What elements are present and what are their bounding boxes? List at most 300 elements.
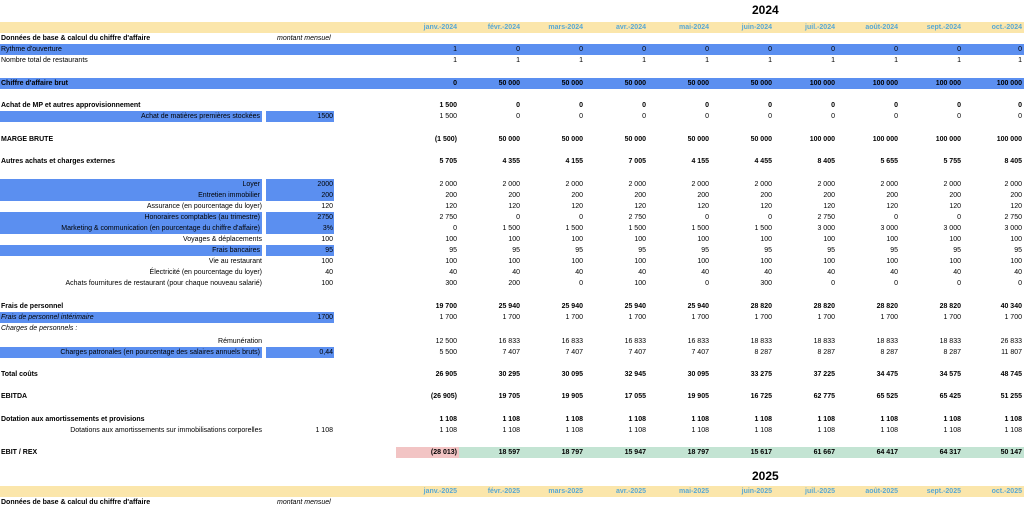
parameter-value[interactable]: 2000 [317, 181, 333, 188]
value-cell[interactable]: 100 [1010, 258, 1022, 265]
value-cell[interactable]: 40 [638, 269, 646, 276]
value-cell[interactable]: 25 940 [561, 303, 583, 310]
value-cell[interactable]: 0 [894, 113, 898, 120]
parameter-value[interactable]: 2750 [317, 214, 333, 221]
value-cell[interactable]: 50 000 [624, 80, 646, 87]
value-cell[interactable]: 300 [445, 280, 457, 287]
value-cell[interactable]: 0 [516, 214, 520, 221]
value-cell[interactable]: 5 705 [439, 158, 457, 165]
value-cell[interactable]: 17 055 [624, 393, 646, 400]
value-cell[interactable]: 18 833 [876, 338, 898, 345]
value-cell[interactable]: 1 108 [754, 427, 772, 434]
value-cell[interactable]: 0 [642, 113, 646, 120]
value-cell[interactable]: 3 000 [943, 225, 961, 232]
value-cell[interactable]: 2 000 [754, 181, 772, 188]
value-cell[interactable]: 100 [823, 258, 835, 265]
value-cell[interactable]: 100 [697, 258, 709, 265]
value-cell[interactable]: 120 [823, 203, 835, 210]
value-cell[interactable]: 1 [579, 57, 583, 64]
value-cell[interactable]: 95 [449, 247, 457, 254]
value-cell[interactable]: 95 [953, 247, 961, 254]
value-cell[interactable]: 0 [579, 214, 583, 221]
value-cell[interactable]: 1 [1018, 57, 1022, 64]
value-cell[interactable]: 0 [957, 102, 961, 109]
value-cell[interactable]: 200 [445, 192, 457, 199]
value-cell[interactable]: 16 725 [750, 393, 772, 400]
value-cell[interactable]: 2 000 [1004, 181, 1022, 188]
value-cell[interactable]: 200 [508, 192, 520, 199]
value-cell[interactable]: 0 [831, 280, 835, 287]
row-ebitda [0, 391, 1024, 402]
value-cell[interactable]: 100 [634, 280, 646, 287]
value-cell[interactable]: 100 [634, 258, 646, 265]
value-cell[interactable]: 0 [705, 102, 709, 109]
value-cell[interactable]: 0 [642, 102, 646, 109]
value-cell[interactable]: 1 108 [943, 416, 961, 423]
value-cell[interactable]: 1 [453, 46, 457, 53]
value-cell[interactable]: 2 000 [502, 181, 520, 188]
value-cell[interactable]: 15 617 [750, 449, 772, 456]
parameter-value[interactable]: 200 [321, 192, 333, 199]
value-cell[interactable]: 1 [957, 57, 961, 64]
value-cell[interactable]: 0 [1018, 113, 1022, 120]
value-cell[interactable]: 1 108 [502, 416, 520, 423]
value-cell[interactable]: 100 000 [996, 80, 1022, 87]
value-cell[interactable]: 65 425 [939, 393, 961, 400]
value-cell[interactable]: 1 108 [817, 416, 835, 423]
value-cell[interactable]: 1 108 [817, 427, 835, 434]
value-cell[interactable]: 1 108 [628, 416, 646, 423]
value-cell[interactable]: 30 295 [498, 371, 520, 378]
value-cell[interactable]: 0 [453, 225, 457, 232]
value-cell[interactable]: 100 [949, 258, 961, 265]
value-cell[interactable]: 0 [579, 280, 583, 287]
row-label: Données de base & calcul du chiffre d'affaire [1, 499, 151, 506]
value-cell[interactable]: 18 833 [939, 338, 961, 345]
row-note: montant mensuel [277, 499, 331, 506]
value-cell[interactable]: 28 820 [939, 303, 961, 310]
value-cell[interactable]: 2 000 [943, 181, 961, 188]
value-cell[interactable]: 0 [831, 46, 835, 53]
parameter-value[interactable]: 100 [321, 258, 333, 265]
value-cell[interactable]: 34 475 [876, 371, 898, 378]
value-cell[interactable]: 100 000 [809, 80, 835, 87]
value-cell[interactable]: 4 355 [502, 158, 520, 165]
row-ca-brut [0, 78, 1024, 89]
value-cell[interactable]: 0 [768, 46, 772, 53]
value-cell[interactable]: 1 108 [1004, 416, 1022, 423]
value-cell[interactable]: 1 500 [754, 225, 772, 232]
value-cell[interactable]: 8 287 [943, 349, 961, 356]
parameter-value[interactable]: 100 [321, 280, 333, 287]
value-cell[interactable]: 100 [760, 258, 772, 265]
value-cell[interactable]: 0 [705, 46, 709, 53]
row-label: Vie au restaurant [208, 258, 262, 265]
value-cell[interactable]: 40 [701, 269, 709, 276]
value-cell[interactable]: 1 108 [754, 416, 772, 423]
value-cell[interactable]: 0 [894, 102, 898, 109]
value-cell[interactable]: 1 [894, 57, 898, 64]
value-cell[interactable]: 62 775 [813, 393, 835, 400]
value-cell[interactable]: 200 [949, 192, 961, 199]
value-cell[interactable]: 1 108 [691, 427, 709, 434]
value-cell[interactable]: 100 000 [872, 80, 898, 87]
value-cell[interactable]: 2 000 [817, 181, 835, 188]
value-cell[interactable]: 18 597 [498, 449, 520, 456]
value-cell[interactable]: 0 [957, 214, 961, 221]
value-cell[interactable]: 100 [508, 258, 520, 265]
row-label: Charges patronales (en pourcentage des salaires annuels bruts) [60, 349, 260, 356]
value-cell[interactable]: 4 455 [754, 158, 772, 165]
value-cell[interactable]: 33 275 [750, 371, 772, 378]
value-cell[interactable]: 95 [575, 247, 583, 254]
value-cell[interactable]: 3 000 [1004, 225, 1022, 232]
value-cell[interactable]: 100 [508, 236, 520, 243]
row-entretien [0, 190, 1024, 201]
value-cell[interactable]: 18 797 [687, 449, 709, 456]
value-cell[interactable]: 0 [579, 102, 583, 109]
value-cell[interactable]: 100 000 [996, 136, 1022, 143]
value-cell[interactable]: 100 [571, 236, 583, 243]
value-cell[interactable]: 1 700 [1004, 314, 1022, 321]
value-cell[interactable]: 40 [890, 269, 898, 276]
value-cell[interactable]: 0 [642, 46, 646, 53]
value-cell[interactable]: 0 [579, 113, 583, 120]
value-cell[interactable]: 1 700 [691, 314, 709, 321]
value-cell[interactable]: 0 [516, 113, 520, 120]
value-cell[interactable]: 120 [886, 203, 898, 210]
value-cell[interactable]: 0 [894, 280, 898, 287]
value-cell[interactable]: 18 833 [813, 338, 835, 345]
value-cell[interactable]: 8 287 [817, 349, 835, 356]
value-cell[interactable]: 1 [705, 57, 709, 64]
value-cell[interactable]: 100 [760, 236, 772, 243]
parameter-value[interactable]: 40 [325, 269, 333, 276]
value-cell[interactable]: 120 [1010, 203, 1022, 210]
value-cell[interactable]: 100 [949, 236, 961, 243]
value-cell[interactable]: 1 [453, 57, 457, 64]
value-cell[interactable]: 100 [886, 236, 898, 243]
value-cell[interactable]: 2 750 [817, 214, 835, 221]
parameter-value[interactable]: 95 [325, 247, 333, 254]
value-cell[interactable]: 12 500 [435, 338, 457, 345]
value-cell[interactable]: 1 500 [439, 102, 457, 109]
value-cell[interactable]: 100 [1010, 236, 1022, 243]
row-label: EBITDA [1, 393, 28, 400]
value-cell[interactable]: 0 [768, 102, 772, 109]
value-cell[interactable]: 200 [823, 192, 835, 199]
value-cell[interactable]: 1 700 [565, 314, 583, 321]
value-cell[interactable]: 37 225 [813, 371, 835, 378]
value-cell[interactable]: 120 [634, 203, 646, 210]
value-cell[interactable]: 50 000 [687, 80, 709, 87]
value-cell[interactable]: 5 755 [943, 158, 961, 165]
value-cell[interactable]: 120 [949, 203, 961, 210]
value-cell[interactable]: 2 000 [439, 181, 457, 188]
value-cell[interactable]: 200 [571, 192, 583, 199]
value-cell[interactable]: 50 147 [1000, 449, 1022, 456]
value-cell[interactable]: 7 407 [628, 349, 646, 356]
value-cell[interactable]: (26 905) [430, 393, 457, 400]
value-cell[interactable]: 100 000 [809, 136, 835, 143]
value-cell[interactable]: 1 108 [880, 427, 898, 434]
value-cell[interactable]: 100 [445, 236, 457, 243]
value-cell[interactable]: 15 947 [624, 449, 646, 456]
value-cell[interactable]: 8 287 [754, 349, 772, 356]
value-cell[interactable]: 1 [831, 57, 835, 64]
value-cell[interactable]: 40 [512, 269, 520, 276]
value-cell[interactable]: 200 [1010, 192, 1022, 199]
value-cell[interactable]: 1 108 [1004, 427, 1022, 434]
row-label: Voyages & déplacements [183, 236, 262, 243]
value-cell[interactable]: 28 820 [750, 303, 772, 310]
value-cell[interactable]: 0 [768, 113, 772, 120]
value-cell[interactable]: 1 700 [439, 314, 457, 321]
value-cell[interactable]: 0 [894, 46, 898, 53]
value-cell[interactable]: 1 500 [628, 225, 646, 232]
value-cell[interactable]: 0 [1018, 102, 1022, 109]
value-cell[interactable]: 0 [453, 80, 457, 87]
value-cell[interactable]: 1 500 [565, 225, 583, 232]
value-cell[interactable]: 32 945 [624, 371, 646, 378]
value-cell[interactable]: 25 940 [624, 303, 646, 310]
value-cell[interactable]: 1 [516, 57, 520, 64]
parameter-value[interactable]: 1700 [317, 314, 333, 321]
value-cell[interactable]: 30 095 [687, 371, 709, 378]
value-cell[interactable]: 100 [445, 258, 457, 265]
value-cell[interactable]: 100 000 [935, 80, 961, 87]
value-cell[interactable]: 1 [768, 57, 772, 64]
value-cell[interactable]: 7 407 [691, 349, 709, 356]
value-cell[interactable]: 16 833 [561, 338, 583, 345]
value-cell[interactable]: 0 [768, 214, 772, 221]
value-cell[interactable]: 95 [701, 247, 709, 254]
row-frais-bancaires [0, 245, 1024, 256]
value-cell[interactable]: 200 [697, 192, 709, 199]
value-cell[interactable]: 50 000 [561, 136, 583, 143]
value-cell[interactable]: 1 108 [565, 416, 583, 423]
value-cell[interactable]: 2 000 [628, 181, 646, 188]
parameter-value[interactable]: 120 [321, 203, 333, 210]
value-cell[interactable]: 7 005 [628, 158, 646, 165]
value-cell[interactable]: 40 [953, 269, 961, 276]
value-cell[interactable]: 1 700 [628, 314, 646, 321]
parameter-value[interactable]: 1500 [317, 113, 333, 120]
value-cell[interactable]: 1 108 [502, 427, 520, 434]
row-label: Marketing & communication (en pourcentage du chiffre d'affaire) [61, 225, 260, 232]
row-label: Électricité (en pourcentage du loyer) [149, 269, 262, 276]
value-cell[interactable]: 16 833 [624, 338, 646, 345]
value-cell[interactable]: 0 [705, 214, 709, 221]
value-cell[interactable]: 120 [445, 203, 457, 210]
value-cell[interactable]: 48 745 [1000, 371, 1022, 378]
value-cell[interactable]: 120 [697, 203, 709, 210]
value-cell[interactable]: 50 000 [561, 80, 583, 87]
value-cell[interactable]: 0 [831, 102, 835, 109]
value-cell[interactable]: 200 [760, 192, 772, 199]
parameter-value[interactable]: 1 108 [315, 427, 333, 434]
value-cell[interactable]: 50 000 [750, 136, 772, 143]
value-cell[interactable]: 4 155 [565, 158, 583, 165]
value-cell[interactable]: 1 700 [817, 314, 835, 321]
value-cell[interactable]: (1 500) [434, 136, 457, 143]
value-cell[interactable]: 1 108 [565, 427, 583, 434]
value-cell[interactable]: 3 000 [817, 225, 835, 232]
value-cell[interactable]: 26 833 [1000, 338, 1022, 345]
value-cell[interactable]: 200 [886, 192, 898, 199]
value-cell[interactable]: 0 [1018, 280, 1022, 287]
value-cell[interactable]: 5 500 [439, 349, 457, 356]
value-cell[interactable]: 61 667 [813, 449, 835, 456]
value-cell[interactable]: 100 000 [935, 136, 961, 143]
value-cell[interactable]: 26 905 [435, 371, 457, 378]
value-cell[interactable]: 40 [575, 269, 583, 276]
value-cell[interactable]: 2 750 [1004, 214, 1022, 221]
value-cell[interactable]: 50 000 [687, 136, 709, 143]
value-cell[interactable]: 95 [1014, 247, 1022, 254]
value-cell[interactable]: 0 [957, 46, 961, 53]
row-label: Frais de personnel [1, 303, 64, 310]
value-cell[interactable]: 40 340 [1000, 303, 1022, 310]
value-cell[interactable]: 1 700 [754, 314, 772, 321]
value-cell[interactable]: 1 108 [628, 427, 646, 434]
value-cell[interactable]: 1 700 [502, 314, 520, 321]
value-cell[interactable]: 95 [512, 247, 520, 254]
value-cell[interactable]: 7 407 [565, 349, 583, 356]
value-cell[interactable]: 300 [760, 280, 772, 287]
parameter-value[interactable]: 3% [322, 225, 333, 232]
value-cell[interactable]: 25 940 [498, 303, 520, 310]
value-cell[interactable]: 200 [508, 280, 520, 287]
value-cell[interactable]: 50 000 [750, 80, 772, 87]
value-cell[interactable]: 100 [886, 258, 898, 265]
value-cell[interactable]: 1 500 [502, 225, 520, 232]
value-cell[interactable]: 30 095 [561, 371, 583, 378]
value-cell[interactable]: 0 [957, 113, 961, 120]
month-header-cell-1: févr.-2024 [487, 24, 520, 31]
value-cell[interactable]: 7 407 [502, 349, 520, 356]
row-label: Rythme d'ouverture [1, 46, 62, 53]
row-remuneration [0, 336, 1024, 347]
row-label: EBIT / REX [1, 449, 38, 456]
value-cell[interactable]: 28 820 [813, 303, 835, 310]
value-cell[interactable]: 100 [571, 258, 583, 265]
value-cell[interactable]: 0 [516, 102, 520, 109]
value-cell[interactable]: 100 [697, 236, 709, 243]
value-cell[interactable]: 50 000 [498, 136, 520, 143]
value-cell[interactable]: 65 525 [876, 393, 898, 400]
value-cell[interactable]: 0 [957, 280, 961, 287]
month-header-cell-6: juil.-2025 [805, 488, 835, 495]
row-marketing [0, 223, 1024, 234]
row-label: Achat de matières premières stockées [140, 113, 260, 120]
value-cell[interactable]: 95 [827, 247, 835, 254]
value-cell[interactable]: 2 000 [565, 181, 583, 188]
value-cell[interactable]: 2 000 [691, 181, 709, 188]
value-cell[interactable]: 40 [764, 269, 772, 276]
value-cell[interactable]: 11 807 [1001, 349, 1022, 356]
value-cell[interactable]: 1 [642, 57, 646, 64]
value-cell[interactable]: 0 [831, 113, 835, 120]
value-cell[interactable]: 0 [705, 280, 709, 287]
value-cell[interactable]: 18 833 [750, 338, 772, 345]
value-cell[interactable]: 40 [1014, 269, 1022, 276]
value-cell[interactable]: 25 940 [687, 303, 709, 310]
month-header-cell-4: mai-2024 [679, 24, 709, 31]
value-cell[interactable]: 0 [516, 46, 520, 53]
value-cell[interactable]: 1 500 [691, 225, 709, 232]
value-cell[interactable]: 95 [890, 247, 898, 254]
value-cell[interactable]: 28 820 [876, 303, 898, 310]
value-cell[interactable]: 95 [764, 247, 772, 254]
month-header-cell-1: févr.-2025 [487, 488, 520, 495]
value-cell[interactable]: 18 797 [561, 449, 583, 456]
value-cell[interactable]: 1 108 [880, 416, 898, 423]
value-cell[interactable]: 64 317 [939, 449, 961, 456]
value-cell[interactable]: 120 [760, 203, 772, 210]
value-cell[interactable]: 1 108 [439, 427, 457, 434]
value-cell[interactable]: (28 013) [430, 449, 457, 456]
value-cell[interactable]: 16 833 [498, 338, 520, 345]
value-cell[interactable]: 19 705 [498, 393, 520, 400]
value-cell[interactable]: 50 000 [624, 136, 646, 143]
row-label: Assurance (en pourcentage du loyer) [146, 203, 262, 210]
value-cell[interactable]: 2 750 [628, 214, 646, 221]
row-autres-achats [0, 156, 1024, 167]
value-cell[interactable]: 0 [1018, 46, 1022, 53]
value-cell[interactable]: 1 108 [439, 416, 457, 423]
value-cell[interactable]: 19 905 [561, 393, 583, 400]
value-cell[interactable]: 8 287 [880, 349, 898, 356]
value-cell[interactable]: 2 750 [439, 214, 457, 221]
value-cell[interactable]: 50 000 [498, 80, 520, 87]
value-cell[interactable]: 40 [827, 269, 835, 276]
value-cell[interactable]: 19 905 [687, 393, 709, 400]
value-cell[interactable]: 5 655 [880, 158, 898, 165]
value-cell[interactable]: 95 [638, 247, 646, 254]
value-cell[interactable]: 120 [571, 203, 583, 210]
value-cell[interactable]: 8 405 [1004, 158, 1022, 165]
value-cell[interactable]: 100 000 [872, 136, 898, 143]
value-cell[interactable]: 120 [508, 203, 520, 210]
value-cell[interactable]: 1 108 [691, 416, 709, 423]
parameter-value[interactable]: 0,44 [319, 349, 333, 356]
value-cell[interactable]: 4 155 [691, 158, 709, 165]
value-cell[interactable]: 34 575 [939, 371, 961, 378]
value-cell[interactable]: 200 [634, 192, 646, 199]
value-cell[interactable]: 1 500 [439, 113, 457, 120]
value-cell[interactable]: 19 700 [435, 303, 457, 310]
value-cell[interactable]: 51 255 [1000, 393, 1022, 400]
value-cell[interactable]: 3 000 [880, 225, 898, 232]
value-cell[interactable]: 1 700 [880, 314, 898, 321]
value-cell[interactable]: 16 833 [687, 338, 709, 345]
value-cell[interactable]: 0 [579, 46, 583, 53]
value-cell[interactable]: 100 [823, 236, 835, 243]
value-cell[interactable]: 8 405 [817, 158, 835, 165]
month-header-cell-3: avr.-2024 [616, 24, 646, 31]
parameter-value[interactable]: 100 [321, 236, 333, 243]
value-cell[interactable]: 64 417 [876, 449, 898, 456]
value-cell[interactable]: 0 [705, 113, 709, 120]
value-cell[interactable]: 0 [894, 214, 898, 221]
value-cell[interactable]: 1 108 [943, 427, 961, 434]
row-frais-personnel [0, 301, 1024, 312]
value-cell[interactable]: 40 [449, 269, 457, 276]
value-cell[interactable]: 100 [634, 236, 646, 243]
value-cell[interactable]: 2 000 [880, 181, 898, 188]
value-cell[interactable]: 1 700 [943, 314, 961, 321]
